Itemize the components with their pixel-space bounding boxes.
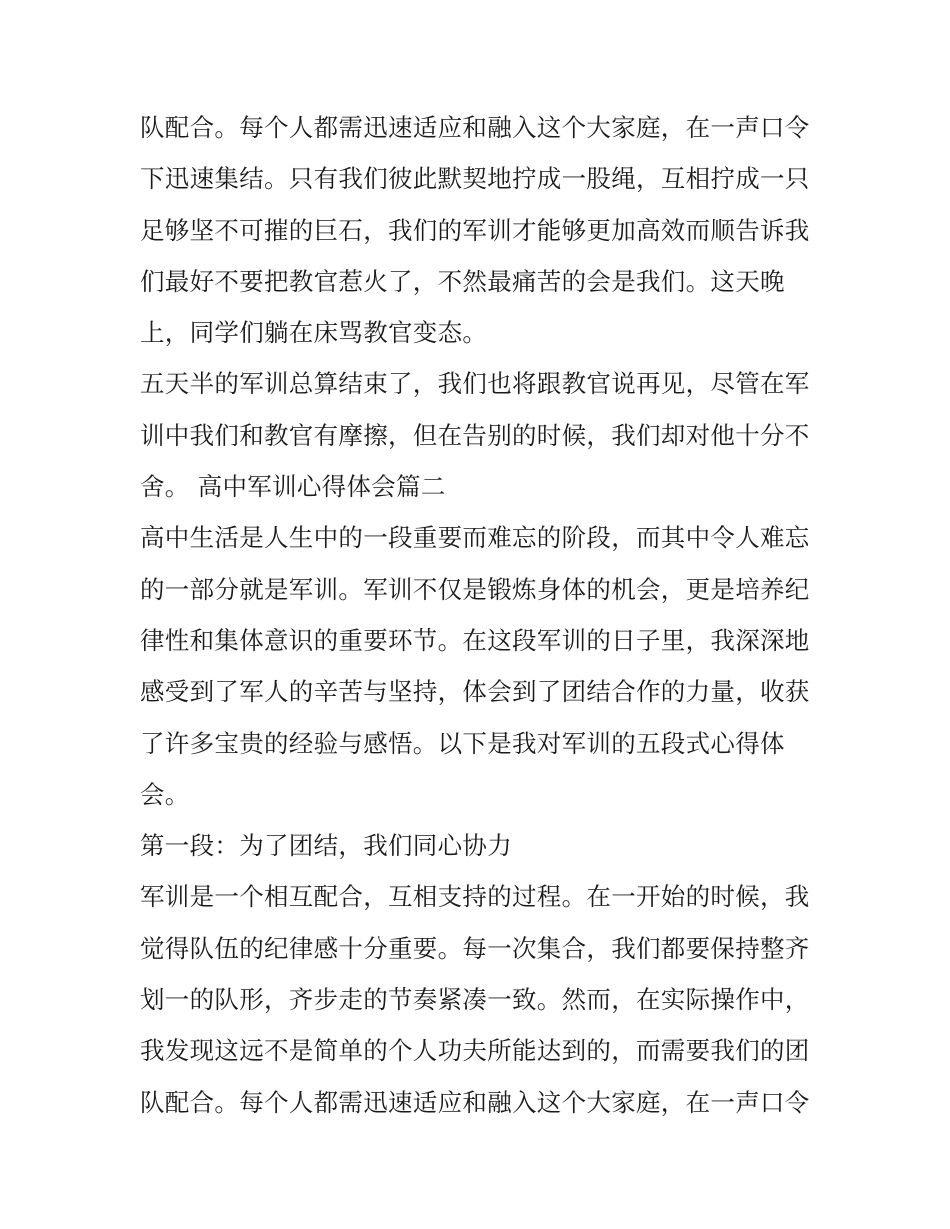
text-line: 足够坚不可摧的巨石，我们的军训才能够更加高效而顺告诉我 [140, 215, 810, 245]
text-line: 们最好不要把教官惹火了，不然最痛苦的会是我们。这天晚 [140, 266, 785, 296]
text-line: 觉得队伍的纪律感十分重要。每一次集合，我们都要保持整齐 [140, 933, 810, 963]
text-line: 高中生活是人生中的一段重要而难忘的阶段，而其中令人难忘 [140, 523, 810, 553]
text-line: 律性和集体意识的重要环节。在这段军训的日子里，我深深地 [140, 625, 810, 655]
text-line: 会。 [140, 779, 190, 809]
text-line: 划一的队形，齐步走的节奏紧凑一致。然而，在实际操作中， [140, 985, 810, 1015]
document-body [140, 102, 820, 1128]
text-line: 队配合。每个人都需迅速适应和融入这个大家庭，在一声口令 [140, 1087, 810, 1117]
text-line: 我发现这远不是简单的个人功夫所能达到的，而需要我们的团 [140, 1036, 810, 1066]
text-line: 训中我们和教官有摩擦，但在告别的时候，我们却对他十分不 [140, 420, 810, 450]
text-line: 军训是一个相互配合，互相支持的过程。在一开始的时候，我 [140, 882, 810, 912]
text-line: 下迅速集结。只有我们彼此默契地拧成一股绳，互相拧成一只 [140, 164, 810, 194]
text-line: 感受到了军人的辛苦与坚持，体会到了团结合作的力量，收获 [140, 677, 810, 707]
text-line: 舍。 高中军训心得体会篇二 [140, 472, 446, 502]
text-line: 了许多宝贵的经验与感悟。以下是我对军训的五段式心得体 [140, 728, 785, 758]
text-line: 的一部分就是军训。军训不仅是锻炼身体的机会，更是培养纪 [140, 574, 810, 604]
section-heading: 第一段：为了团结，我们同心协力 [140, 831, 512, 861]
text-line: 上，同学们躺在床骂教官变态。 [140, 318, 488, 348]
text-line: 五天半的军训总算结束了，我们也将跟教官说再见，尽管在军 [140, 369, 810, 399]
text-line: 队配合。每个人都需迅速适应和融入这个大家庭，在一声口令 [140, 113, 810, 142]
